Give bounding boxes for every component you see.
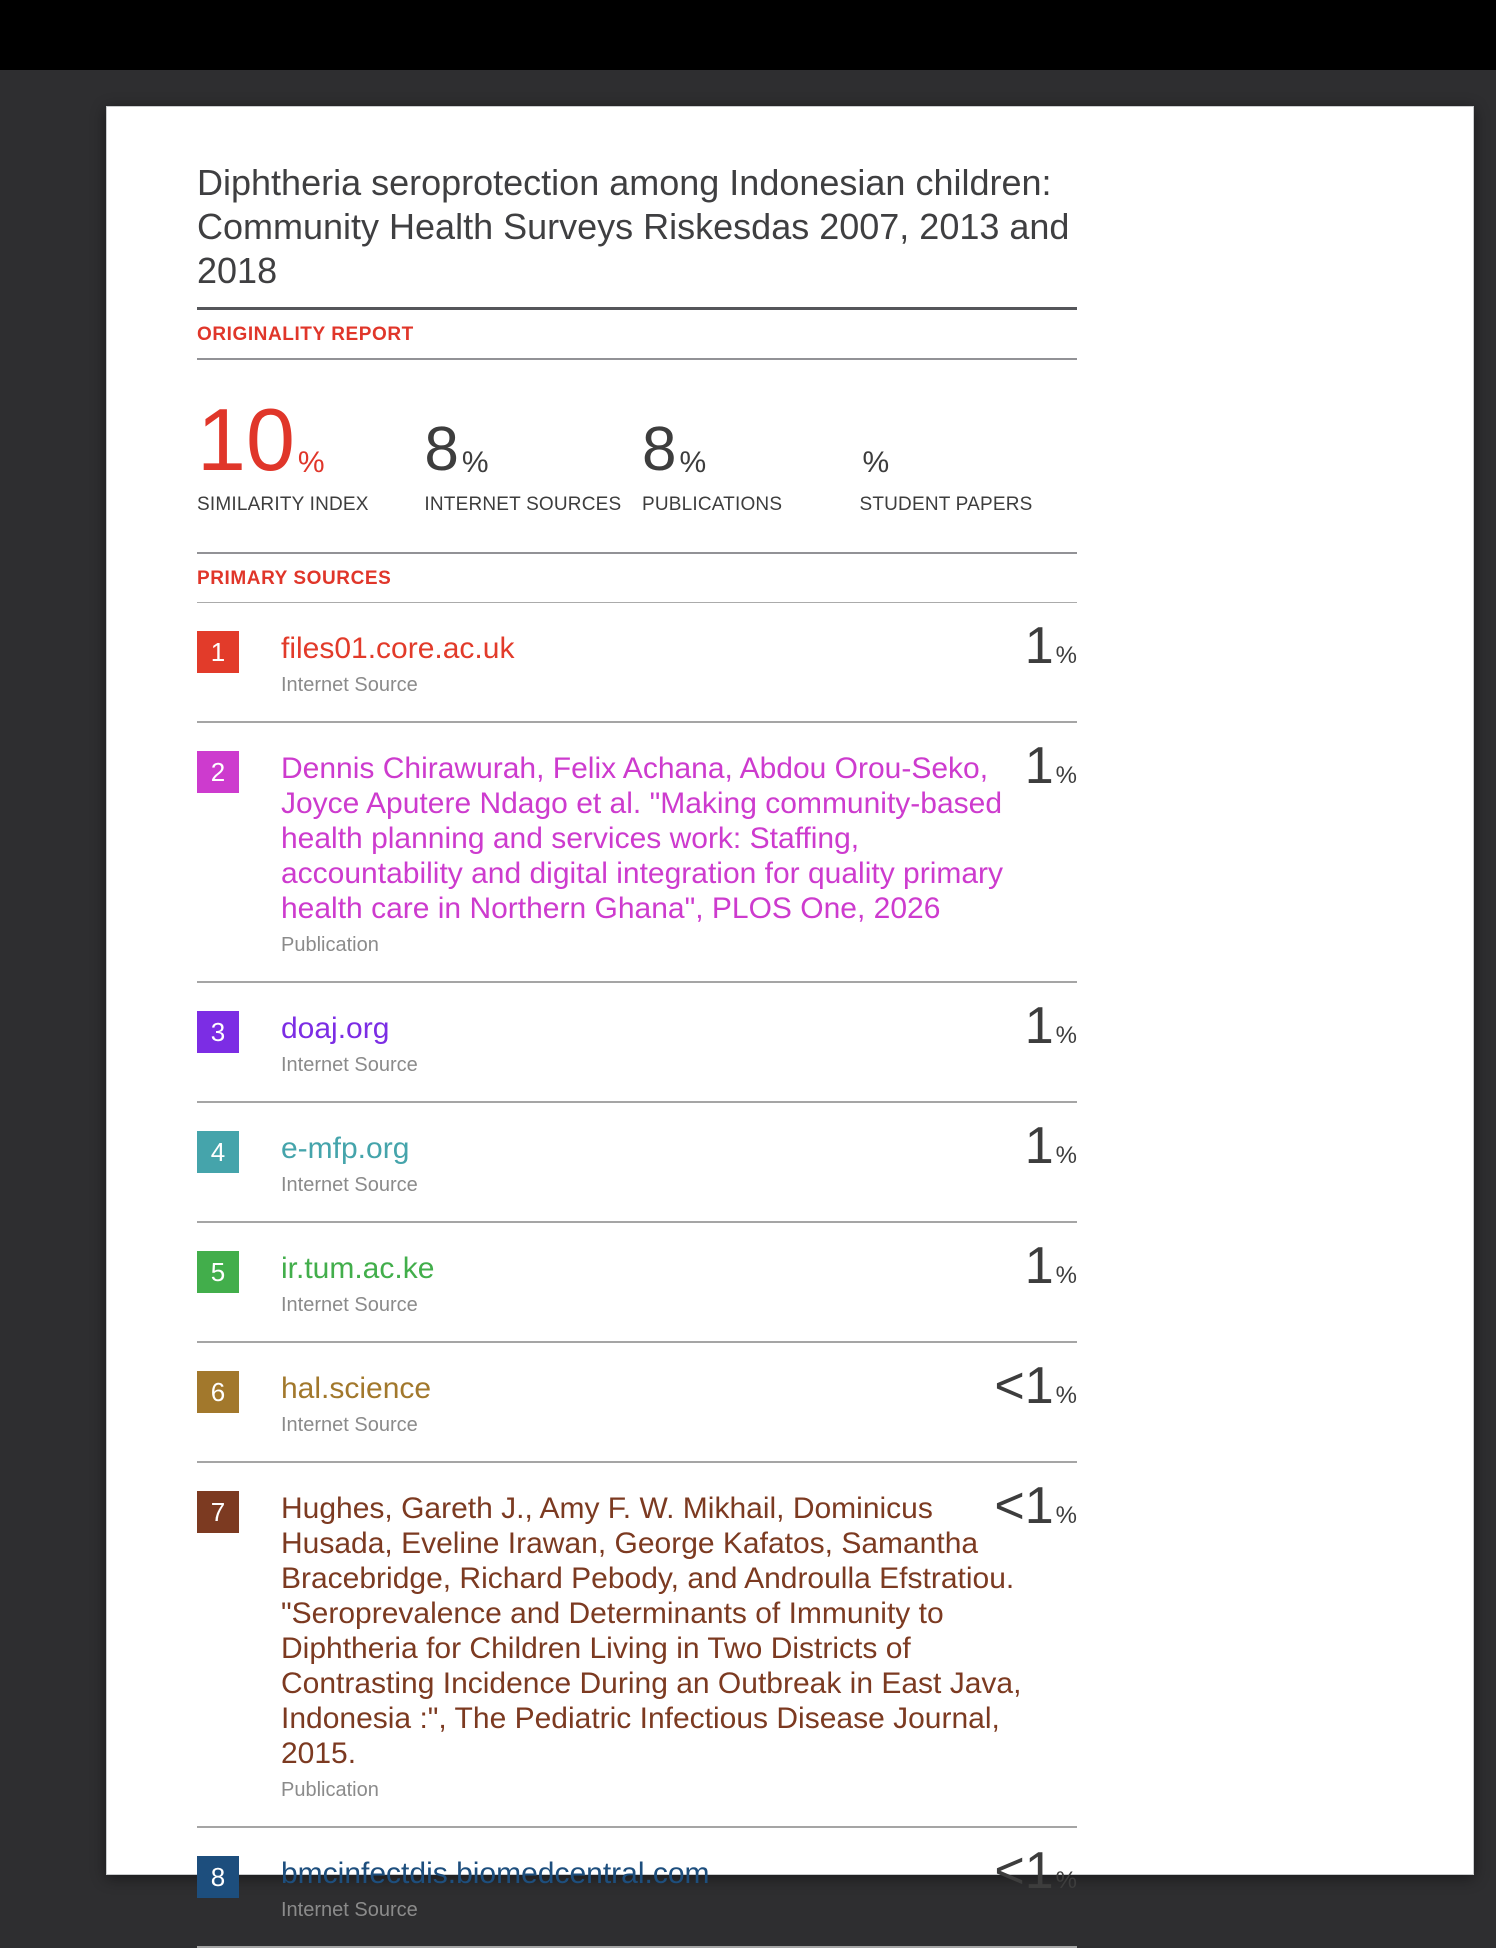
source-row: [197, 1103, 1077, 1223]
source-number: 3: [210, 1016, 226, 1047]
source-body: [281, 1011, 1023, 1077]
source-row: [197, 603, 1077, 723]
source-percent-value: <1: [994, 1842, 1054, 1900]
source-percent-unit: %: [1055, 1261, 1077, 1289]
source-link[interactable]: Dennis Chirawurah, Felix Achana, Abdou Orou-Seko, Joyce Aputere Ndago et al. "Making community-based health planning and services work: Staffing, accountability and digital integration for quality primary health care in Northern Ghana", PLOS One, 2026: [281, 752, 1004, 925]
source-row: [197, 1828, 1077, 1948]
source-number: 2: [210, 756, 226, 787]
source-percent-value: 1: [1024, 997, 1054, 1055]
source-row: [197, 1223, 1077, 1343]
report-page: [106, 106, 1474, 1921]
source-percent: [994, 1357, 1077, 1415]
source-percent-unit: %: [1055, 641, 1077, 669]
source-number-badge: [197, 1011, 239, 1053]
publications-value: 8: [641, 415, 677, 485]
similarity-index-value: 10: [197, 389, 295, 489]
internet-sources-unit: %: [461, 446, 489, 479]
spacer: [197, 516, 1077, 552]
source-link[interactable]: hal.science: [281, 1372, 432, 1405]
source-percent-unit: %: [1055, 1021, 1077, 1049]
originality-metrics: [197, 384, 1077, 516]
primary-sources-label: PRIMARY SOURCES: [197, 568, 392, 589]
metric-publications: [642, 384, 860, 516]
source-type-label: Publication: [281, 934, 379, 956]
page-title: [197, 161, 1077, 293]
source-number-badge: [197, 1371, 239, 1413]
originality-report-label: ORIGINALITY REPORT: [197, 324, 414, 345]
source-row: [197, 723, 1077, 983]
source-percent-value: <1: [994, 1477, 1054, 1535]
source-type-label: Internet Source: [281, 1054, 418, 1076]
source-number: 7: [210, 1496, 226, 1527]
source-number-badge: [197, 751, 239, 793]
source-percent: [1024, 1117, 1077, 1175]
source-number: 4: [210, 1136, 226, 1167]
source-link[interactable]: bmcinfectdis.biomedcentral.com: [281, 1857, 710, 1890]
source-number-badge: [197, 1491, 239, 1533]
source-percent: [994, 1477, 1077, 1535]
source-link[interactable]: ir.tum.ac.ke: [281, 1252, 435, 1285]
page-title-line-1: Diphtheria seroprotection among Indonesian children:: [197, 162, 1052, 203]
source-percent-value: 1: [1024, 617, 1054, 675]
publications-label: PUBLICATIONS: [641, 494, 783, 515]
source-body: [281, 1131, 1023, 1197]
viewer-top-bar: [0, 0, 1496, 70]
source-percent: [1024, 1237, 1077, 1295]
metric-similarity-index: [197, 384, 424, 516]
internet-sources-label: INTERNET SOURCES: [424, 494, 622, 515]
source-type-label: Internet Source: [281, 1899, 418, 1921]
source-type-label: Internet Source: [281, 1294, 418, 1316]
source-body: [281, 1491, 1023, 1802]
source-percent-unit: %: [1055, 1866, 1077, 1894]
report-content: [107, 107, 1077, 1948]
source-link[interactable]: doaj.org: [281, 1012, 390, 1045]
metric-student-papers: [859, 384, 1077, 516]
source-number-badge: [197, 631, 239, 673]
source-percent-unit: %: [1055, 1501, 1077, 1529]
page-title-line-2: Community Health Surveys Riskesdas 2007, 2013 and 2018: [197, 206, 1070, 291]
metric-internet-sources: [424, 384, 642, 516]
source-row: [197, 1343, 1077, 1463]
source-link[interactable]: files01.core.ac.uk: [281, 632, 515, 665]
source-body: [281, 631, 1023, 697]
source-number: 6: [210, 1376, 226, 1407]
source-type-label: Publication: [281, 1779, 379, 1801]
source-type-label: Internet Source: [281, 1174, 418, 1196]
source-percent: [1024, 737, 1077, 795]
source-body: [281, 751, 1023, 957]
source-link[interactable]: e-mfp.org: [281, 1132, 410, 1165]
source-number: 1: [210, 636, 226, 667]
publications-unit: %: [679, 446, 707, 479]
source-row: [197, 983, 1077, 1103]
student-papers-unit: %: [862, 446, 890, 479]
source-percent-value: 1: [1024, 737, 1054, 795]
source-number: 8: [210, 1861, 226, 1892]
source-number-badge: [197, 1251, 239, 1293]
source-percent-value: 1: [1024, 1117, 1054, 1175]
source-percent: [994, 1842, 1077, 1900]
source-percent: [1024, 617, 1077, 675]
source-body: [281, 1856, 1023, 1922]
source-percent: [1024, 997, 1077, 1055]
student-papers-label: STUDENT PAPERS: [859, 494, 1033, 515]
source-percent-unit: %: [1055, 761, 1077, 789]
internet-sources-value: 8: [424, 415, 459, 485]
source-number-badge: [197, 1131, 239, 1173]
source-percent-unit: %: [1055, 1141, 1077, 1169]
source-percent-unit: %: [1055, 1381, 1077, 1409]
source-row: [197, 1463, 1077, 1828]
similarity-index-unit: %: [297, 446, 325, 479]
source-type-label: Internet Source: [281, 1414, 418, 1436]
source-percent-value: 1: [1024, 1237, 1054, 1295]
source-number: 5: [210, 1256, 226, 1287]
source-body: [281, 1371, 1023, 1437]
primary-sources-list: [197, 603, 1077, 1948]
divider-under-originality-label: [197, 358, 1077, 360]
source-type-label: Internet Source: [281, 674, 418, 696]
source-body: [281, 1251, 1023, 1317]
source-link[interactable]: Hughes, Gareth J., Amy F. W. Mikhail, Dominicus Husada, Eveline Irawan, George Kafatos, Samantha Bracebridge, Richard Pebody, and Androulla Efstratiou. "Seroprevalence and Determinants of Immunity to Diphtheria for Children Living in Two Districts of Contrasting Incidence During an Outbreak in East Java, Indonesia :", The Pediatric Infectious Disease Journal, 2015.: [281, 1492, 1022, 1770]
source-percent-value: <1: [994, 1357, 1054, 1415]
similarity-index-label: SIMILARITY INDEX: [197, 494, 369, 515]
